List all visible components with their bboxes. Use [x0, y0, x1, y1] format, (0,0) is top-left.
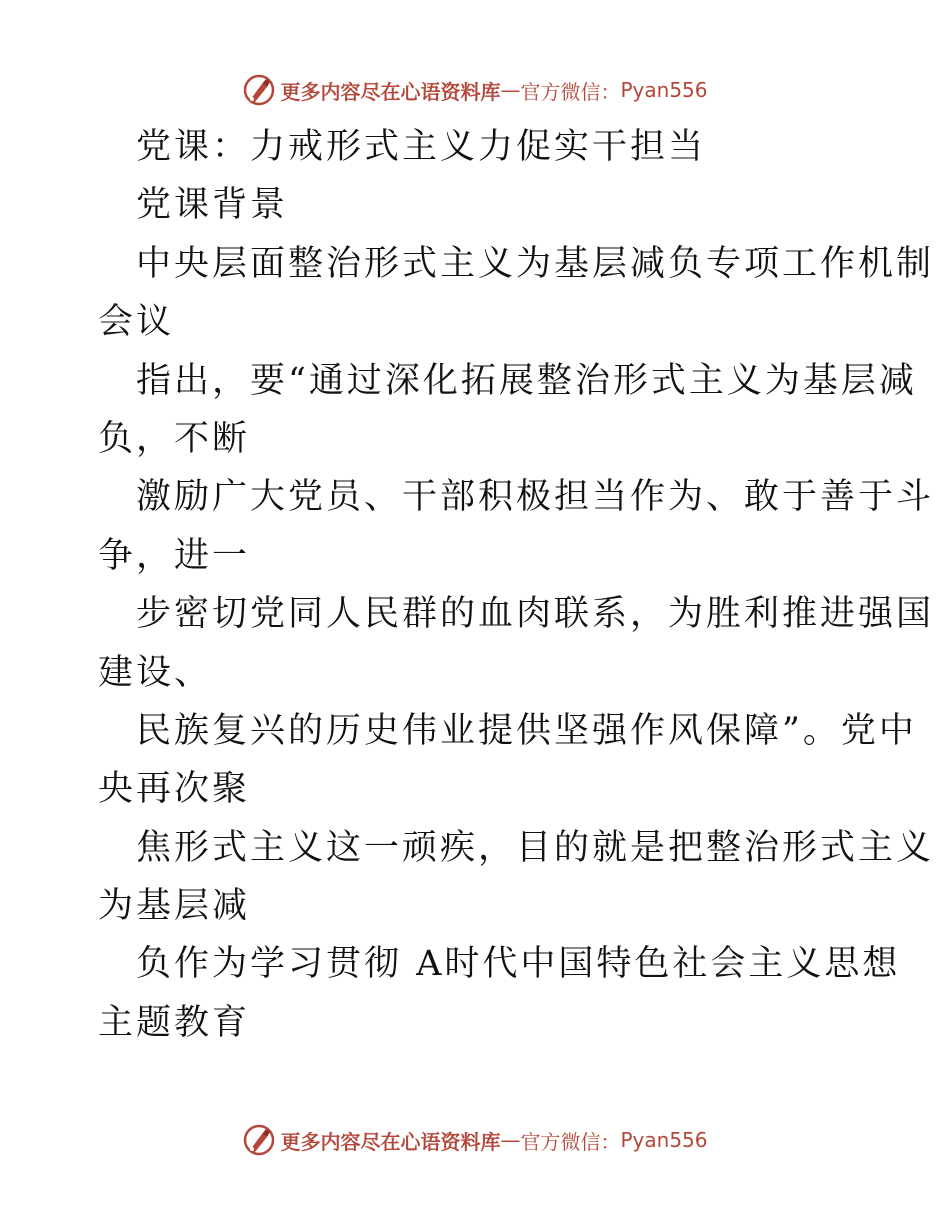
paragraph-line: 主题教育	[98, 1002, 251, 1043]
paragraph-line: 建设、	[98, 652, 213, 693]
section-heading: 党课背景	[136, 185, 289, 226]
paragraph-line: 央再次聚	[98, 769, 251, 810]
pen-nib-logo-icon	[242, 73, 276, 107]
banner-title: 更多内容尽在心语资料库	[280, 1129, 501, 1154]
banner-wechat-id: Pyan556	[620, 78, 708, 102]
paragraph-line: 中央层面整治形式主义为基层减负专项工作机制	[136, 243, 935, 284]
paragraph-line: 争，进一	[98, 535, 251, 576]
banner-separator: —	[500, 1128, 521, 1152]
paragraph-line: 会议	[98, 302, 175, 343]
banner-title: 更多内容尽在心语资料库	[280, 79, 501, 104]
document-body	[98, 118, 935, 1052]
banner-wechat-label: 官方微信：	[520, 79, 621, 104]
header-banner	[0, 70, 950, 110]
footer-banner	[0, 1120, 950, 1160]
pen-nib-logo-icon	[242, 1123, 276, 1157]
banner-separator: —	[500, 78, 521, 102]
document-title: 党课：力戒形式主义力促实干担当	[136, 127, 707, 167]
paragraph-line: 负作为学习贯彻 A时代中国特色社会主义思想	[136, 944, 901, 985]
paragraph-line: 民族复兴的历史伟业提供坚强作风保障”。党中	[136, 710, 917, 751]
banner-wechat-label: 官方微信：	[520, 1129, 621, 1154]
banner-wechat-id: Pyan556	[620, 1128, 708, 1152]
paragraph-line: 负，不断	[98, 418, 251, 459]
paragraph-line: 步密切党同人民群的血肉联系，为胜利推进强国	[136, 594, 935, 635]
paragraph-line: 焦形式主义这一顽疾，目的就是把整治形式主义	[136, 827, 935, 868]
paragraph-line: 为基层减	[98, 886, 251, 927]
paragraph-line: 指出，要“通过深化拓展整治形式主义为基层减	[136, 360, 917, 401]
paragraph-line: 激励广大党员、干部积极担当作为、敢于善于斗	[136, 477, 935, 518]
